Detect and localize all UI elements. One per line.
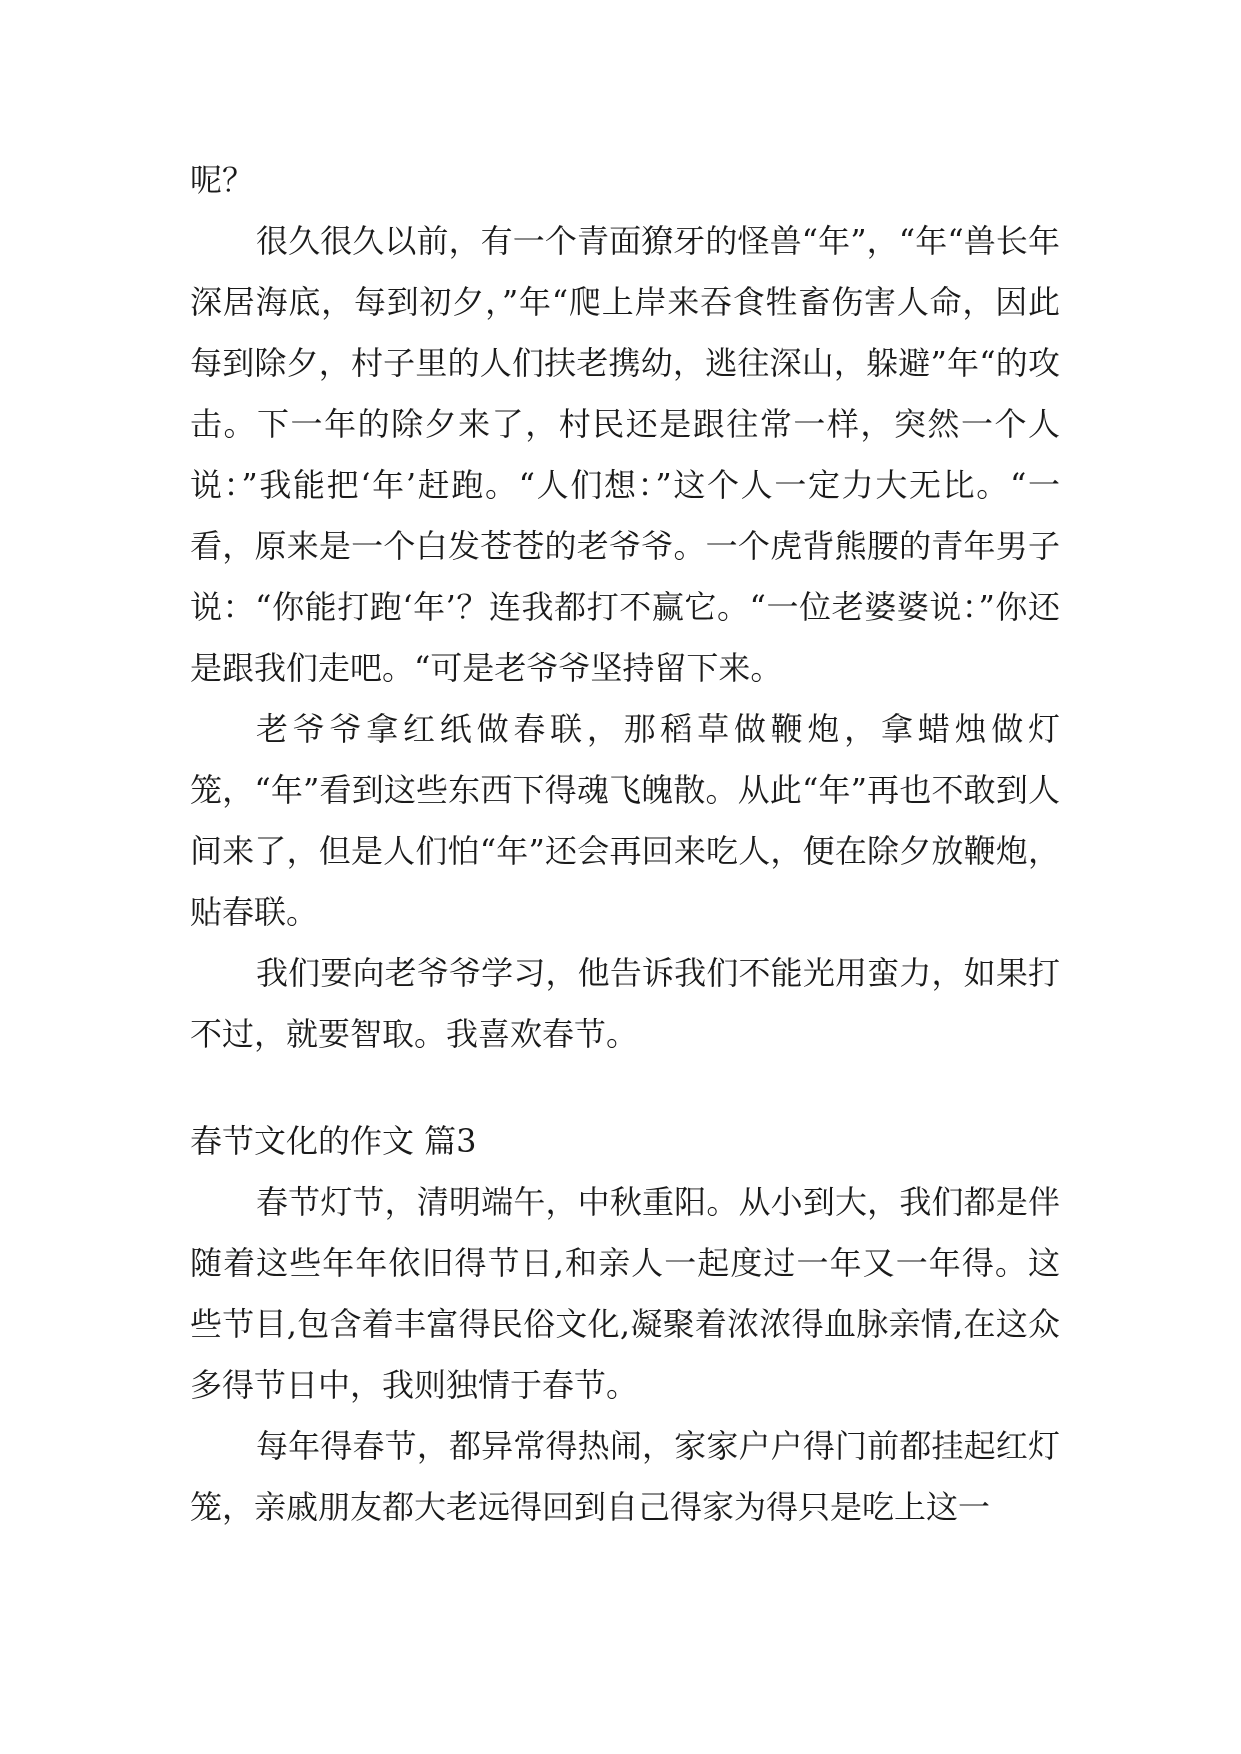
section-title: 春节文化的作文 篇3 xyxy=(190,1122,477,1160)
paragraph-story: 很久很久以前，有一个青面獠牙的怪兽“年”，“年“兽长年深居海底，每到初夕，”年“爬上岸来吞食牲畜伤害人命，因此每到除夕，村子里的人们扶老携幼，逃往深山，躲避”年“的攻击。下一年的除夕来了，村民还是跟往常一样，突然一个人说：”我能把‘年’赶跑。“人们想：”这个人一定力大无比。“一看，原来是一个白发苍苍的老爷爷。一个虎背熊腰的青年男子说：“你能打跑‘年’？连我都打不赢它。“一位老婆婆说：”你还是跟我们走吧。“可是老爷爷坚持留下来。 xyxy=(190,222,1060,687)
paragraph-story-ending: 老爷爷拿红纸做春联，那稻草做鞭炮，拿蜡烛做灯笼，“年”看到这些东西下得魂飞魄散。从此“年”再也不敢到人间来了，但是人们怕“年”还会再回来吃人，便在除夕放鞭炮，贴春联。 xyxy=(190,710,1060,931)
paragraph-festivals: 春节灯节，清明端午，中秋重阳。从小到大，我们都是伴随着这些年年依旧得节日,和亲人一起度过一年又一年得。这些节目,包含着丰富得民俗文化,凝聚着浓浓得血脉亲情,在这众多得节日中，我则独情于春节。 xyxy=(190,1183,1060,1404)
paragraph-continuation: 呢？ xyxy=(190,161,255,199)
paragraph-conclusion: 我们要向老爷爷学习，他告诉我们不能光用蛮力，如果打不过，就要智取。我喜欢春节。 xyxy=(190,954,1060,1053)
paragraph-spring-festival: 每年得春节，都异常得热闹，家家户户得门前都挂起红灯笼，亲戚朋友都大老远得回到自己得家为得只是吃上这一 xyxy=(190,1427,1060,1526)
document-page xyxy=(190,150,1060,1538)
